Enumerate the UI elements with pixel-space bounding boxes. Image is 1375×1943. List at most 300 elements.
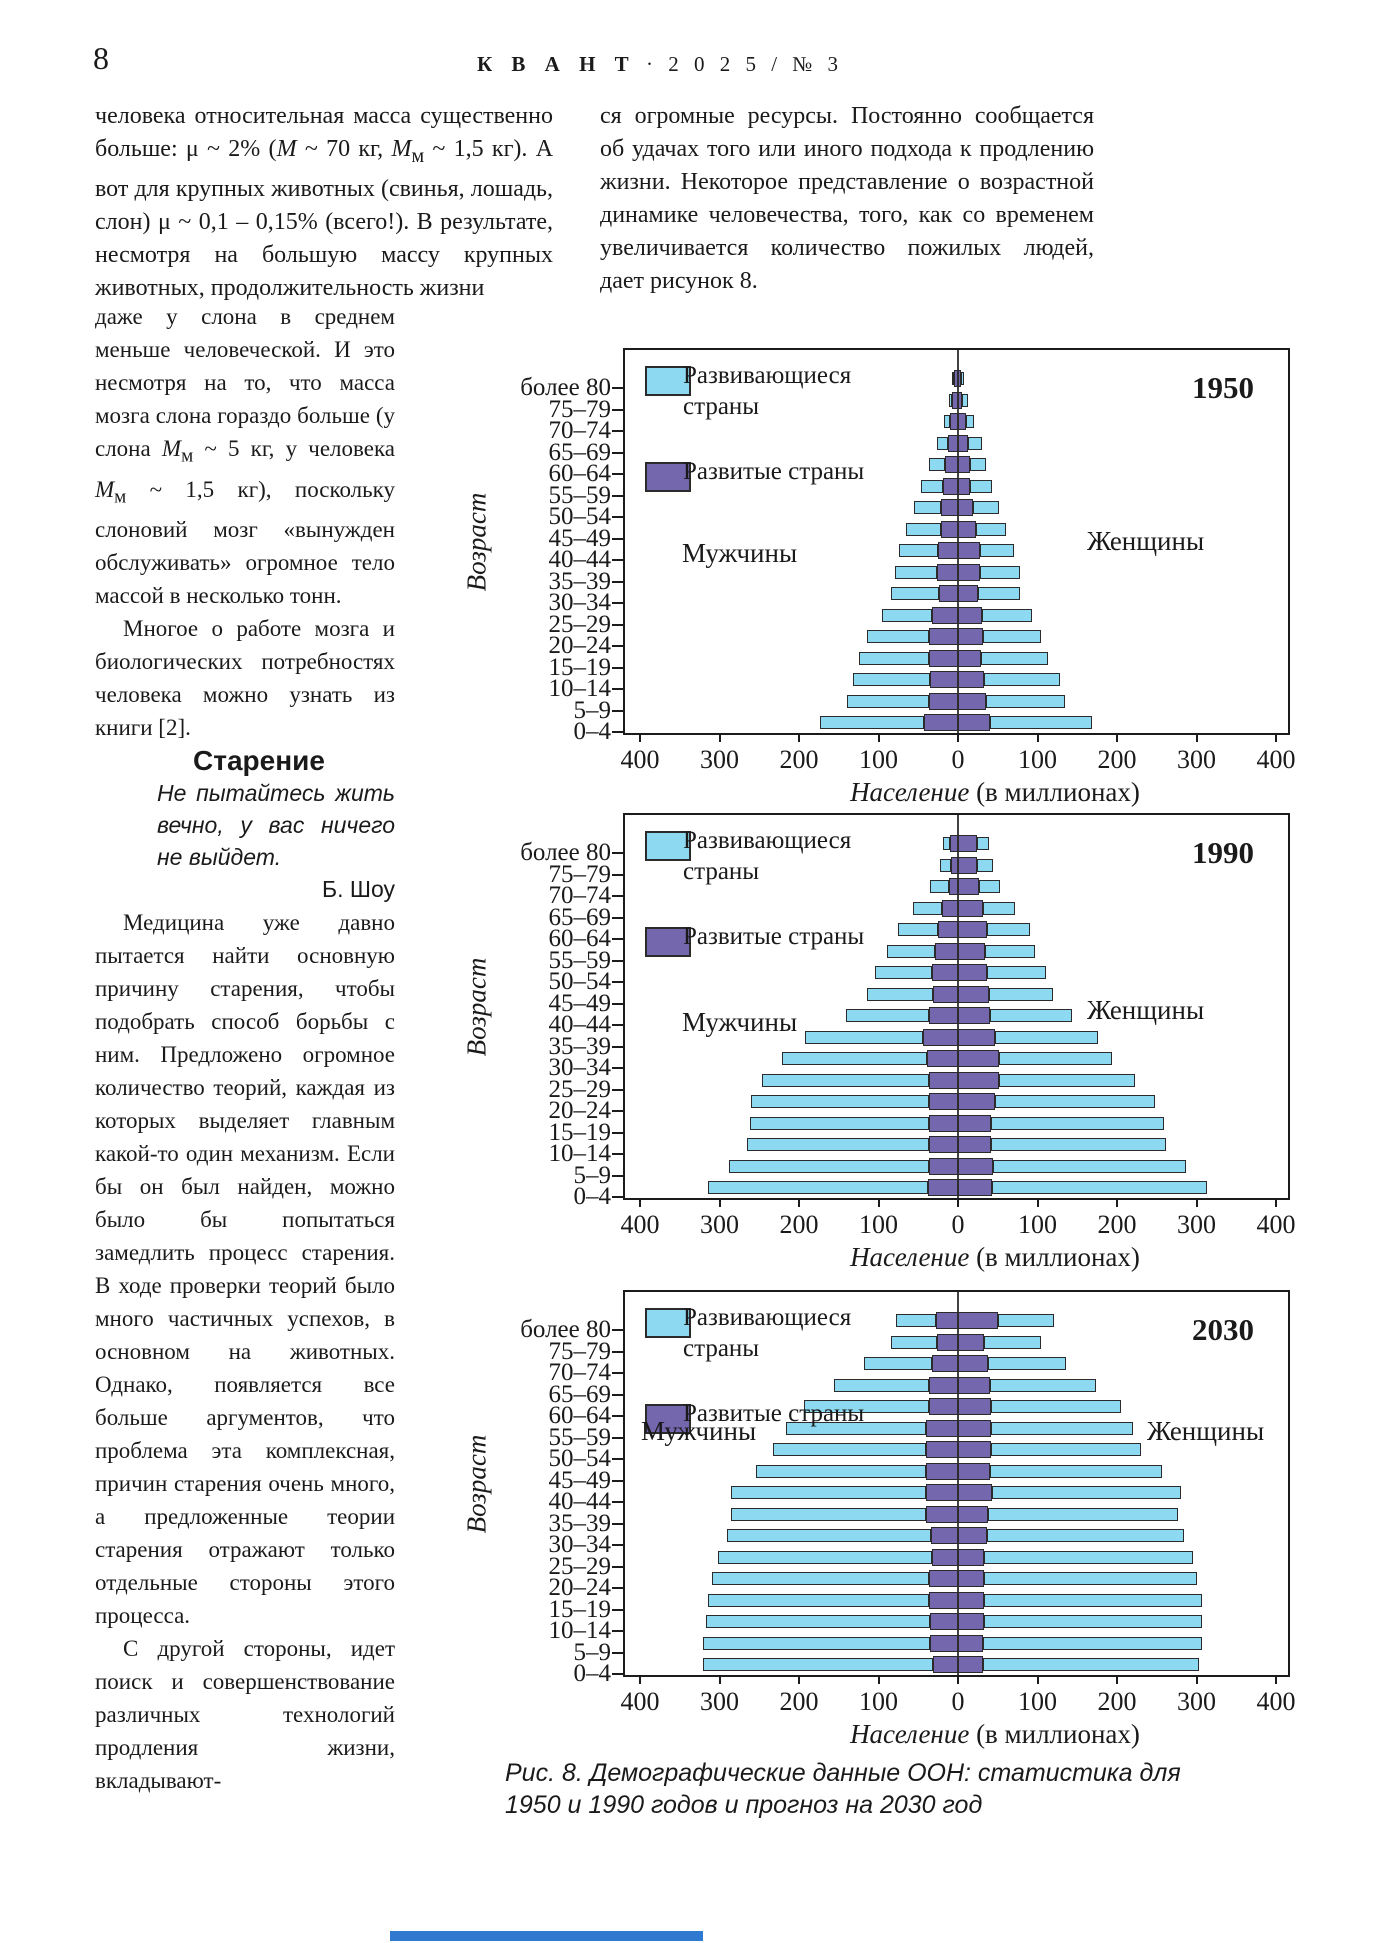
bar-women-developing-35–39 <box>988 1508 1178 1521</box>
x-tick <box>798 733 800 742</box>
bar-women-developed-75–79 <box>958 857 977 874</box>
age-label: 70–74 <box>548 1359 611 1386</box>
bar-men-developed-65–69 <box>929 1377 958 1394</box>
bar-women-developing-55–59 <box>991 1422 1133 1435</box>
bar-men-developed-20–24 <box>929 1570 958 1587</box>
legend-label-developing: Развивающиеся страны <box>683 1304 852 1362</box>
y-tick <box>612 1089 624 1091</box>
age-label: 0–4 <box>573 1183 611 1210</box>
bar-men-developed-50–54 <box>941 499 958 516</box>
x-tick <box>957 733 959 742</box>
bar-women-developing-25–29 <box>999 1074 1136 1087</box>
bar-men-developing-65–69 <box>913 902 942 915</box>
x-tick <box>798 1675 800 1684</box>
y-tick <box>612 1673 624 1675</box>
bar-women-developed-65–69 <box>958 1377 990 1394</box>
legend-label-developed: Развитые страны <box>683 458 865 485</box>
y-tick <box>612 387 624 389</box>
bar-women-developing-35–39 <box>995 1031 1098 1044</box>
running-head <box>400 52 920 77</box>
bar-women-developing-30–34 <box>999 1052 1112 1065</box>
bar-men-developed-25–29 <box>932 1549 958 1566</box>
bar-men-developed-30–34 <box>931 1527 958 1544</box>
chart-year-label: 1990 <box>1192 835 1254 870</box>
age-label: 50–54 <box>548 968 611 995</box>
age-label: 70–74 <box>548 417 611 444</box>
y-tick <box>612 1652 624 1654</box>
x-tick-label: 200 <box>779 1210 819 1239</box>
bar-men-developed-60–64 <box>929 1398 958 1415</box>
y-tick <box>612 1132 624 1134</box>
men-label: Мужчины <box>641 1416 757 1446</box>
bar-men-developing-10–14 <box>853 673 930 686</box>
bar-women-developing-25–29 <box>982 609 1032 622</box>
age-label: 0–4 <box>573 1660 611 1687</box>
bar-women-developing-25–29 <box>984 1551 1192 1564</box>
bar-men-developing-10–14 <box>706 1615 930 1628</box>
bar-men-developed-15–19 <box>929 1115 958 1132</box>
age-label: 65–69 <box>548 1380 611 1408</box>
age-label: 65–69 <box>548 903 611 931</box>
x-tick <box>878 1675 880 1684</box>
x-tick <box>639 733 641 742</box>
bar-women-developing-10–14 <box>991 1138 1166 1151</box>
bar-men-developed-40–44 <box>938 542 958 559</box>
x-tick-label: 400 <box>1256 1687 1296 1716</box>
x-tick <box>719 1198 721 1207</box>
y-tick <box>612 960 624 962</box>
paragraph-elephant-brain: даже у слона в среднем меньше человеческой. И это несмотря на то, что масса мозга слона гораздо больше (у слона $M_м$ ~ 5 кг, у человека $M_м$ ~ 1,5 кг), поскольку слоновий мозг «вынужден обслуживать» огромное тело массой в несколько тонн. <box>95 304 396 609</box>
x-axis-title: Население (в миллионах) <box>850 777 1140 807</box>
bar-women-developed-70–74 <box>958 413 966 430</box>
bar-women-developing-50–54 <box>973 501 998 514</box>
x-tick <box>1196 1198 1198 1207</box>
x-tick <box>798 1198 800 1207</box>
x-tick <box>878 1198 880 1207</box>
bar-women-developing-60–64 <box>987 923 1031 936</box>
bar-women-developed-20–24 <box>958 1570 984 1587</box>
bar-women-developed-20–24 <box>958 628 983 645</box>
age-label: 70–74 <box>548 882 611 909</box>
bar-women-developed-50–54 <box>958 499 973 516</box>
bar-men-developed-45–49 <box>926 1463 958 1480</box>
bar-women-developing-40–44 <box>990 1009 1073 1022</box>
x-tick <box>1275 733 1277 742</box>
x-tick <box>1037 1198 1039 1207</box>
bar-women-developing-50–54 <box>991 1443 1141 1456</box>
bar-men-developed-40–44 <box>926 1484 958 1501</box>
running-head-separator: · <box>645 52 658 76</box>
bar-women-developed-15–19 <box>958 1592 984 1609</box>
figure-caption: Рис. 8. Демографические данные ООН: статистика для 1950 и 1990 годов и прогноз на 2030 год <box>505 1759 1181 1819</box>
bar-women-developing-10–14 <box>984 673 1060 686</box>
bar-men-developing-50–54 <box>773 1443 926 1456</box>
y-tick <box>612 1566 624 1568</box>
y-tick <box>612 473 624 475</box>
y-tick <box>612 559 624 561</box>
bar-women-developed-10–14 <box>958 1613 984 1630</box>
age-axis-labels <box>485 815 611 1210</box>
age-label: 75–79 <box>548 1337 611 1365</box>
x-tick <box>719 1675 721 1684</box>
bar-men-developed-0–4 <box>928 1179 958 1196</box>
bar-men-developing-45–49 <box>867 988 932 1001</box>
x-tick-label: 200 <box>1097 1687 1137 1716</box>
y-tick <box>612 1587 624 1589</box>
bar-women-developed-65–69 <box>958 435 968 452</box>
bar-men-developed-50–54 <box>932 964 958 981</box>
bar-men-developing-20–24 <box>712 1572 929 1585</box>
bar-women-developed-50–54 <box>958 1441 991 1458</box>
age-label: 20–24 <box>548 1574 611 1601</box>
x-tick-label: 200 <box>1097 745 1137 774</box>
bar-men-developing-35–39 <box>805 1031 923 1044</box>
men-label: Мужчины <box>682 538 798 568</box>
y-tick <box>612 1110 624 1112</box>
x-tick-label: 0 <box>951 1687 965 1716</box>
bar-men-developed-0–4 <box>924 714 958 731</box>
age-label: 40–44 <box>548 1488 611 1515</box>
y-tick <box>612 1501 624 1503</box>
bar-men-developed-55–59 <box>943 478 958 495</box>
bar-women-developed-60–64 <box>958 1398 991 1415</box>
x-tick <box>639 1675 641 1684</box>
bar-women-developing-40–44 <box>992 1486 1181 1499</box>
y-tick <box>612 874 624 876</box>
bar-women-developed-30–34 <box>958 1527 987 1544</box>
age-label: 75–79 <box>548 860 611 888</box>
age-label: 75–79 <box>548 395 611 423</box>
page-number: 8 <box>93 40 109 76</box>
zero-axis-line <box>957 350 959 733</box>
bar-women-developing-0–4 <box>990 716 1092 729</box>
x-tick <box>1196 733 1198 742</box>
bar-women-developing-5–9 <box>983 1637 1202 1650</box>
bar-women-developing-более 80 <box>977 837 989 850</box>
bar-women-developed-5–9 <box>958 693 986 710</box>
bar-men-developed-65–69 <box>942 900 958 917</box>
bar-women-developing-5–9 <box>986 695 1066 708</box>
legend-label-developing: Развивающиеся страны <box>683 362 852 420</box>
epigraph-author: Б. Шоу <box>322 876 395 903</box>
bar-women-developed-25–29 <box>958 1549 984 1566</box>
bar-women-developed-30–34 <box>958 585 978 602</box>
bar-women-developing-20–24 <box>984 1572 1197 1585</box>
x-tick-label: 200 <box>779 1687 819 1716</box>
population-pyramid-1990 <box>461 813 1296 1272</box>
x-tick-label: 100 <box>1018 1210 1057 1239</box>
bar-women-developed-60–64 <box>958 456 970 473</box>
bar-women-developing-75–79 <box>962 394 968 407</box>
bar-men-developing-25–29 <box>762 1074 929 1087</box>
bar-men-developed-0–4 <box>933 1656 958 1673</box>
x-tick <box>957 1675 959 1684</box>
x-tick <box>1116 733 1118 742</box>
chart-year-label: 1950 <box>1192 370 1254 405</box>
bar-men-developed-10–14 <box>930 1613 958 1630</box>
bar-women-developing-40–44 <box>980 544 1013 557</box>
x-tick <box>1275 1198 1277 1207</box>
y-tick <box>612 1329 624 1331</box>
age-axis-labels <box>485 350 611 745</box>
bar-women-developing-60–64 <box>991 1400 1121 1413</box>
zero-axis-line <box>957 1292 959 1675</box>
y-tick <box>612 895 624 897</box>
bar-women-developing-55–59 <box>970 480 992 493</box>
bar-women-developing-10–14 <box>984 1615 1202 1628</box>
right-column-paragraph: ся огромные ресурсы. Постоянно сообщается об удачах того или иного подхода к продлению жизни. Некоторое представление о возрастной динамике человечества, того, как со временем увеличивается количество пожилых людей, дает рисунок 8. <box>600 103 1094 294</box>
x-tick-label: 0 <box>951 1210 965 1239</box>
bar-men-developing-65–69 <box>937 437 947 450</box>
bar-women-developed-55–59 <box>958 478 970 495</box>
y-tick <box>612 688 624 690</box>
age-label: 45–49 <box>548 989 611 1017</box>
x-tick-label: 0 <box>951 745 965 774</box>
population-pyramid-1950 <box>461 348 1296 807</box>
age-axis-labels <box>485 1292 611 1687</box>
y-axis-title: Возраст <box>461 1434 492 1533</box>
legend-label-developing: Развивающиеся страны <box>683 827 852 885</box>
bar-women-developed-45–49 <box>958 521 976 538</box>
y-tick <box>612 731 624 733</box>
bar-men-developing-15–19 <box>708 1594 930 1607</box>
bar-women-developing-15–19 <box>991 1117 1164 1130</box>
bar-men-developing-10–14 <box>747 1138 929 1151</box>
y-tick <box>612 581 624 583</box>
age-label: 10–14 <box>548 675 611 702</box>
bar-men-developing-40–44 <box>846 1009 929 1022</box>
women-label: Женщины <box>1087 526 1205 556</box>
bar-women-developed-55–59 <box>958 943 985 960</box>
age-label: 15–19 <box>548 1595 611 1623</box>
x-tick-label: 300 <box>700 745 739 774</box>
paragraph-other-side: С другой стороны, идет поиск и совершенствование различных технологий продления жизни, вкладывают- <box>95 1636 395 1794</box>
y-tick <box>612 1458 624 1460</box>
age-label: 55–59 <box>548 481 611 509</box>
bar-men-developing-15–19 <box>750 1117 930 1130</box>
y-tick <box>612 602 624 604</box>
y-tick <box>612 1630 624 1632</box>
bar-women-developing-35–39 <box>980 566 1020 579</box>
x-tick-label: 400 <box>1256 1210 1296 1239</box>
bar-men-developed-30–34 <box>939 585 958 602</box>
bar-women-developing-0–4 <box>992 1181 1207 1194</box>
y-axis-title: Возраст <box>461 957 492 1056</box>
bar-women-developed-35–39 <box>958 1029 995 1046</box>
bar-women-developing-15–19 <box>981 652 1048 665</box>
x-tick-label: 300 <box>1177 1687 1216 1716</box>
bar-women-developing-75–79 <box>977 859 993 872</box>
bar-women-developed-70–74 <box>958 878 979 895</box>
x-tick <box>957 1198 959 1207</box>
age-label: 50–54 <box>548 503 611 530</box>
y-tick <box>612 1394 624 1396</box>
y-tick <box>612 495 624 497</box>
y-tick <box>612 538 624 540</box>
x-tick <box>1037 733 1039 742</box>
bar-women-developed-45–49 <box>958 986 989 1003</box>
age-label: 35–39 <box>548 1509 611 1537</box>
x-tick <box>719 733 721 742</box>
bar-women-developing-15–19 <box>984 1594 1202 1607</box>
bar-women-developed-40–44 <box>958 542 980 559</box>
zero-axis-line <box>957 815 959 1198</box>
bar-men-developed-75–79 <box>937 1334 958 1351</box>
bar-women-developing-70–74 <box>988 1357 1066 1370</box>
bar-women-developed-10–14 <box>958 671 984 688</box>
age-label: 20–24 <box>548 632 611 659</box>
age-label: 15–19 <box>548 653 611 681</box>
bar-men-developed-70–74 <box>932 1355 958 1372</box>
bar-women-developing-55–59 <box>985 945 1035 958</box>
bar-women-developing-45–49 <box>989 988 1053 1001</box>
age-label: 60–64 <box>548 925 611 952</box>
y-axis-title: Возраст <box>461 492 492 591</box>
bar-women-developing-30–34 <box>987 1529 1184 1542</box>
bar-men-developing-20–24 <box>751 1095 928 1108</box>
bar-women-developed-35–39 <box>958 564 980 581</box>
bar-men-developing-5–9 <box>729 1160 929 1173</box>
issue-label: 2 0 2 5 / № 3 <box>668 52 844 76</box>
age-label: 45–49 <box>548 1466 611 1494</box>
bar-men-developed-35–39 <box>923 1029 958 1046</box>
bar-men-developing-0–4 <box>703 1658 933 1671</box>
age-label: 45–49 <box>548 524 611 552</box>
bar-women-developing-60–64 <box>970 458 986 471</box>
age-label: 20–24 <box>548 1097 611 1124</box>
y-tick <box>612 1437 624 1439</box>
y-tick <box>612 645 624 647</box>
age-label: 40–44 <box>548 546 611 573</box>
bar-men-developed-50–54 <box>926 1441 958 1458</box>
bar-women-developed-10–14 <box>958 1136 991 1153</box>
age-label: 40–44 <box>548 1011 611 1038</box>
bar-men-developed-5–9 <box>929 693 958 710</box>
bar-men-developed-20–24 <box>929 1093 958 1110</box>
age-label: 35–39 <box>548 1032 611 1060</box>
x-tick-label: 300 <box>700 1210 739 1239</box>
bar-men-developed-30–34 <box>927 1050 958 1067</box>
y-tick <box>612 1480 624 1482</box>
bar-men-developing-35–39 <box>731 1508 927 1521</box>
bar-men-developed-35–39 <box>926 1506 958 1523</box>
bar-men-developed-15–19 <box>929 650 958 667</box>
x-tick-label: 400 <box>620 1687 660 1716</box>
bar-men-developed-20–24 <box>929 628 958 645</box>
y-tick <box>612 624 624 626</box>
y-tick <box>612 667 624 669</box>
bar-men-developing-20–24 <box>867 630 929 643</box>
bar-men-developing-50–54 <box>875 966 931 979</box>
bar-women-developing-20–24 <box>983 630 1041 643</box>
bar-women-developed-40–44 <box>958 1007 990 1024</box>
bar-women-developing-75–79 <box>984 1336 1041 1349</box>
bar-men-developing-45–49 <box>756 1465 926 1478</box>
x-tick-label: 400 <box>1256 745 1296 774</box>
age-label: 60–64 <box>548 460 611 487</box>
x-tick <box>1116 1198 1118 1207</box>
y-tick <box>612 1153 624 1155</box>
bar-women-developed-35–39 <box>958 1506 988 1523</box>
x-tick-label: 300 <box>700 1687 739 1716</box>
bar-men-developing-30–34 <box>727 1529 931 1542</box>
bar-men-developing-30–34 <box>891 587 939 600</box>
section-heading-aging: Старение <box>193 745 325 777</box>
y-tick <box>612 1372 624 1374</box>
bar-women-developed-45–49 <box>958 1463 990 1480</box>
y-tick <box>612 1351 624 1353</box>
y-tick <box>612 1415 624 1417</box>
bar-men-developed-60–64 <box>938 921 958 938</box>
age-label: 55–59 <box>548 1423 611 1451</box>
x-tick <box>878 733 880 742</box>
bar-men-developed-5–9 <box>929 1158 958 1175</box>
bar-men-developing-25–29 <box>718 1551 932 1564</box>
x-tick-label: 100 <box>1018 745 1057 774</box>
y-tick <box>612 917 624 919</box>
bar-women-developed-5–9 <box>958 1635 983 1652</box>
bar-men-developing-15–19 <box>859 652 929 665</box>
bar-men-developing-40–44 <box>899 544 938 557</box>
bar-women-developing-70–74 <box>966 415 974 428</box>
bar-men-developed-40–44 <box>929 1007 958 1024</box>
bar-women-developed-25–29 <box>958 1072 999 1089</box>
left-column-intro-paragraph: человека относительная масса существенно больше: μ ~ 2% (M ~ 70 кг, $M_м$ ~ 1,5 кг). А вот для крупных животных (свинья, лошадь, слон) μ ~ 0,1 – 0,15% (всего!). В результате, несмотря на большую массу крупных животных, продолжительность жизни <box>95 103 554 301</box>
bar-women-developing-65–69 <box>983 902 1016 915</box>
y-tick <box>612 852 624 854</box>
bar-men-developing-50–54 <box>914 501 941 514</box>
bar-women-developed-55–59 <box>958 1420 991 1437</box>
y-tick <box>612 516 624 518</box>
y-tick <box>612 1175 624 1177</box>
bar-men-developed-15–19 <box>929 1592 958 1609</box>
age-label: 5–9 <box>573 1161 611 1189</box>
age-label: 5–9 <box>573 696 611 724</box>
age-label: 60–64 <box>548 1402 611 1429</box>
age-label: 30–34 <box>548 1054 611 1081</box>
bar-men-developing-35–39 <box>895 566 937 579</box>
bar-men-developed-10–14 <box>929 1136 958 1153</box>
bar-men-developed-35–39 <box>937 564 958 581</box>
bar-women-developing-20–24 <box>995 1095 1156 1108</box>
x-tick-label: 400 <box>620 1210 660 1239</box>
age-label: 35–39 <box>548 567 611 595</box>
epigraph-quote: Не пытайтесь жить вечно, у вас ничего не выйдет. <box>157 780 395 871</box>
age-label: 10–14 <box>548 1617 611 1644</box>
bar-women-developing-65–69 <box>968 437 982 450</box>
x-tick <box>1037 1675 1039 1684</box>
left-column-narrow <box>95 300 395 1797</box>
x-tick <box>1275 1675 1277 1684</box>
y-tick <box>612 452 624 454</box>
bar-men-developed-10–14 <box>930 671 958 688</box>
y-tick <box>612 1046 624 1048</box>
bar-women-developed-40–44 <box>958 1484 992 1501</box>
age-label: 50–54 <box>548 1445 611 1472</box>
legend-label-developed: Развитые страны <box>683 923 865 950</box>
paragraph-brain-book: Многое о работе мозга и биологических потребностях человека можно узнать из книги [2]. <box>95 616 395 741</box>
y-tick <box>612 1544 624 1546</box>
bar-women-developed-5–9 <box>958 1158 993 1175</box>
age-label: 55–59 <box>548 946 611 974</box>
bar-women-developed-15–19 <box>958 1115 991 1132</box>
x-tick-label: 300 <box>1177 745 1216 774</box>
bar-women-developed-60–64 <box>958 921 987 938</box>
y-tick <box>612 1067 624 1069</box>
bar-women-developing-70–74 <box>979 880 1000 893</box>
bar-men-developed-45–49 <box>933 986 958 1003</box>
y-tick <box>612 1523 624 1525</box>
